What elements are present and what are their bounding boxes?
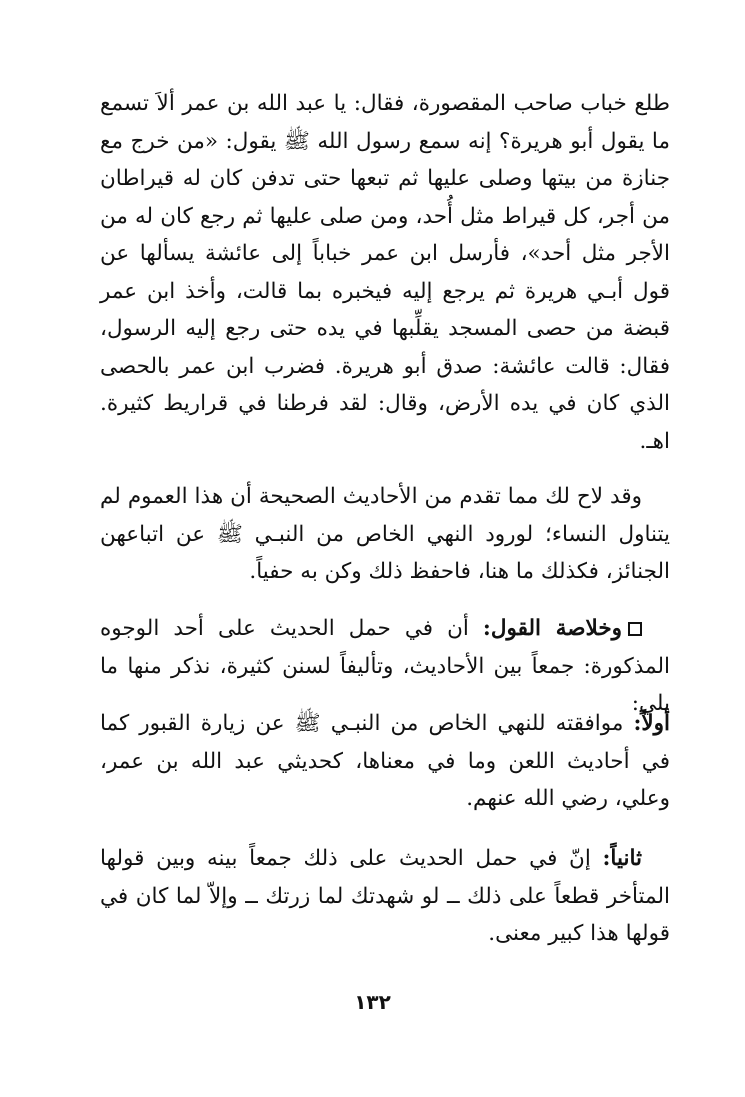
page-number: ١٣٢ (354, 990, 391, 1014)
paragraph-text (100, 840, 670, 953)
paragraph-commentary (100, 478, 670, 591)
paragraph-point-second (100, 840, 670, 953)
summary-heading: وخلاصة القول: (482, 616, 622, 641)
checkbox-bullet-icon (628, 622, 642, 636)
summary-body: أن في حمل الحديث على أحد الوجوه المذكورة: جمعاً بين الأحاديث، وتأليفاً لسنن كثيرة، نذكر منها ما يلي: (100, 616, 670, 716)
paragraph-text: طلع خباب صاحب المقصورة، فقال: يا عبد الله بن عمر ألاَ تسمع ما يقول أبو هريرة؟ إنه سمع رسول الله ﷺ يقول: «من خرج مع جنازة من بيتها وصلى عليها ثم تبعها حتى تدفن كان له قيراطان من أجر، كل قيراط مثل أُحد، ومن صلى عليها ثم رجع كان له من الأجر مثل أحد»، فأرسل ابن عمر خباباً إلى عائشة يسألها عن قول أبـي هريرة ثم يرجع إليه فيخبره بما قالت، وأخذ ابن عمر قبضة من حصى المسجد يقلِّبها في يده حتى رجع إليه الرسول، فقال: قالت عائشة: صدق أبو هريرة. فضرب ابن عمر بالحصى الذي كان في يده الأرض، وقال: لقد فرطنا في قراريط كثيرة. اهـ. (100, 91, 670, 454)
point-first-heading: أولاً: (633, 711, 670, 736)
point-second-heading: ثانياً: (602, 846, 642, 871)
point-second-body: إنّ في حمل الحديث على ذلك جمعاً بينه وبين قولها المتأخر قطعاً على ذلك ــ لو شهدتك لما زرتك ــ وإلاّ لما كان في قولها هذا كبير معنى. (100, 846, 670, 946)
paragraph-hadith-narration (100, 85, 670, 460)
paragraph-text (100, 705, 670, 818)
point-first-body: موافقته للنهي الخاص من النبـي ﷺ عن زيارة القبور كما في أحاديث اللعن وما في معناها، كحديثي عبد الله بن عمر، وعلي، رضي الله عنهم. (100, 711, 670, 811)
paragraph-text: وقد لاح لك مما تقدم من الأحاديث الصحيحة أن هذا العموم لم يتناول النساء؛ لورود النهي الخاص من النبـي ﷺ عن اتباعهن الجنائز، فكذلك ما هنا، فاحفظ ذلك وكن به حفياً. (100, 484, 670, 584)
paragraph-point-first (100, 705, 670, 818)
